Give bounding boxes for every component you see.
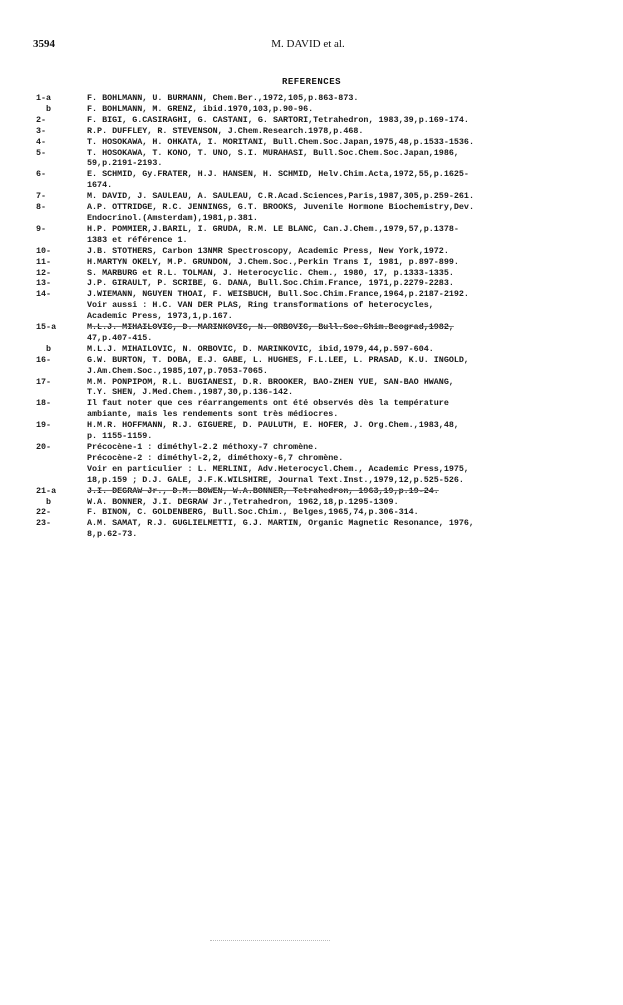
reference-line: J.P. GIRAULT, P. SCRIBE, G. DANA, Bull.Soc.Chim.France, 1971,p.2279-2283. — [87, 278, 454, 289]
reference-entry — [36, 224, 608, 246]
reference-entry — [36, 322, 608, 333]
scan-artifact — [210, 940, 330, 942]
reference-text — [87, 497, 608, 508]
reference-number: 17- — [36, 376, 52, 387]
reference-number: b — [36, 496, 52, 507]
reference-entry — [36, 257, 608, 268]
reference-text — [87, 104, 608, 115]
reference-line: J.B. STOTHERS, Carbon 13NMR Spectroscopy, Academic Press, New York,1972. — [87, 245, 449, 256]
reference-line: M.M. PONPIPOM, R.L. BUGIANESI, D.R. BROOKER, BAO-ZHEN YUE, SAN-BAO HWANG, — [87, 376, 454, 387]
reference-text — [87, 278, 608, 289]
reference-number: 18- — [36, 398, 52, 409]
reference-line: F. BOHLMANN, M. GRENZ, ibid.1970,103,p.90-96. — [87, 103, 314, 114]
reference-line: 59,p.2191-2193. — [87, 158, 163, 169]
page-header — [33, 38, 583, 52]
reference-number: b — [36, 343, 52, 354]
reference-entry — [36, 518, 608, 540]
reference-text — [87, 202, 608, 224]
reference-entry — [36, 115, 608, 126]
reference-number: 20- — [36, 442, 52, 452]
reference-entry — [36, 420, 608, 442]
reference-number: 19- — [36, 420, 52, 431]
reference-text — [87, 420, 608, 442]
reference-number: 14- — [36, 289, 52, 300]
reference-line: H.MARTYN OKELY, M.P. GRUNDON, J.Chem.Soc.,Perkin Trans I, 1981, p.897-899. — [87, 256, 459, 267]
reference-line: M.L.J. MIHAILOVIC, N. ORBOVIC, D. MARINKOVIC, ibid,1979,44,p.597-604. — [87, 343, 434, 354]
reference-number: 2- — [36, 114, 47, 125]
reference-line: G.W. BURTON, T. DOBA, E.J. GABE, L. HUGHES, F.L.LEE, L. PRASAD, K.U. INGOLD, — [87, 354, 469, 365]
reference-number: 22- — [36, 507, 52, 518]
reference-line: 47,p.407-415. — [87, 332, 153, 343]
reference-number: 5- — [36, 147, 47, 158]
reference-line: T. HOSOKAWA, H. OHKATA, I. MORITANI, Bull.Chem.Soc.Japan,1975,48,p.1533-1536. — [87, 136, 474, 147]
reference-line: J.Am.Chem.Soc.,1985,107,p.7053-7065. — [87, 365, 268, 376]
reference-line: F. BINON, C. GOLDENBERG, Bull.Soc.Chim., Belges,1965,74,p.306-314. — [87, 507, 419, 518]
reference-line: J.I. DEGRAW Jr., D.M. BOWEN, W.A.BONNER, Tetrahedron, 1963,19,p.19-24. — [87, 485, 439, 496]
reference-text — [87, 257, 608, 268]
reference-line: ambiante, mais les rendements sont très médiocres. — [87, 409, 339, 420]
reference-entry — [36, 191, 608, 202]
reference-text — [87, 268, 608, 279]
reference-entry — [36, 148, 608, 170]
reference-number: 21-a — [36, 485, 57, 496]
reference-text — [87, 442, 608, 486]
reference-entry — [36, 442, 608, 486]
reference-line: p. 1155-1159. — [87, 431, 153, 442]
reference-number: 11- — [36, 256, 52, 267]
reference-line: Voir en particulier : L. MERLINI, Adv.Heterocycl.Chem., Academic Press,1975, — [87, 463, 469, 474]
reference-line: Endocrinol.(Amsterdam),1981,p.381. — [87, 212, 258, 223]
reference-line: W.A. BONNER, J.I. DEGRAW Jr.,Tetrahedron, 1962,18,p.1295-1309. — [87, 496, 399, 507]
reference-number: 15-a — [36, 322, 57, 333]
reference-number: 9- — [36, 223, 47, 234]
reference-entry — [36, 93, 608, 104]
reference-text — [87, 355, 608, 377]
reference-text — [87, 507, 608, 518]
reference-line: Il faut noter que ces réarrangements ont été observés dès la température — [87, 398, 449, 409]
reference-text — [87, 115, 608, 126]
reference-text — [87, 322, 608, 333]
reference-line: R.P. DUFFLEY, R. STEVENSON, J.Chem.Research.1978,p.468. — [87, 125, 364, 136]
reference-number: 23- — [36, 518, 52, 529]
reference-entry — [36, 398, 608, 420]
reference-line: T. HOSOKAWA, T. KONO, T. UNO, S.I. MURAHASI, Bull.Soc.Chem.Soc.Japan,1986, — [87, 147, 459, 158]
reference-number: 1-a — [36, 93, 52, 103]
reference-number: 12- — [36, 267, 52, 278]
reference-text — [87, 289, 608, 322]
reference-line: J.WIEMANN, NGUYEN THOAI, F. WEISBUCH, Bull.Soc.Chim.France,1964,p.2187-2192. — [87, 289, 469, 300]
reference-entry — [36, 278, 608, 289]
reference-line: Academic Press, 1973,1,p.167. — [87, 311, 233, 322]
reference-text — [87, 93, 608, 104]
reference-line: H.P. POMMIER,J.BARIL, I. GRUDA, R.M. LE BLANC, Can.J.Chem.,1979,57,p.1378- — [87, 223, 459, 234]
reference-entry — [36, 169, 608, 191]
reference-text — [87, 518, 608, 540]
reference-number: b — [36, 103, 52, 114]
reference-entry — [36, 246, 608, 257]
reference-number: 7- — [36, 191, 47, 202]
reference-line: H.M.R. HOFFMANN, R.J. GIGUERE, D. PAULUTH, E. HOFER, J. Org.Chem.,1983,48, — [87, 420, 459, 431]
reference-line: F. BIGI, G.CASIRAGHI, G. CASTANI, G. SARTORI,Tetrahedron, 1983,39,p.169-174. — [87, 114, 469, 125]
reference-number — [36, 333, 87, 344]
reference-text — [87, 333, 608, 344]
reference-text — [87, 191, 608, 202]
reference-entry — [36, 333, 608, 344]
reference-text — [87, 126, 608, 137]
reference-line: A.M. SAMAT, R.J. GUGLIELMETTI, G.J. MARTIN, Organic Magnetic Resonance, 1976, — [87, 518, 474, 529]
reference-text — [87, 224, 608, 246]
reference-entry — [36, 344, 608, 355]
reference-line: A.P. OTTRIDGE, R.C. JENNINGS, G.T. BROOKS, Juvenile Hormone Biochemistry,Dev. — [87, 202, 474, 213]
references-heading: REFERENCES — [281, 77, 341, 87]
reference-entry — [36, 507, 608, 518]
reference-number: 3- — [36, 125, 47, 136]
reference-entry — [36, 486, 608, 497]
reference-text — [87, 148, 608, 170]
reference-line: F. BOHLMANN, U. BURMANN, Chem.Ber.,1972,105,p.863-873. — [87, 93, 359, 103]
reference-line: 1383 et référence 1. — [87, 234, 188, 245]
reference-list — [36, 93, 608, 540]
reference-number: 16- — [36, 354, 52, 365]
reference-text — [87, 246, 608, 257]
reference-entry — [36, 137, 608, 148]
reference-line: E. SCHMID, Gy.FRATER, H.J. HANSEN, H. SCHMID, Helv.Chim.Acta,1972,55,p.1625- — [87, 169, 469, 180]
reference-text — [87, 398, 608, 420]
reference-entry — [36, 289, 608, 322]
reference-entry — [36, 202, 608, 224]
reference-text — [87, 377, 608, 399]
reference-line: Voir aussi : H.C. VAN DER PLAS, Ring transformations of heterocycles, — [87, 300, 434, 311]
running-head: M. DAVID et al. — [271, 38, 345, 50]
reference-entry — [36, 497, 608, 508]
reference-line: 18,p.159 ; D.J. GALE, J.F.K.WILSHIRE, Journal Text.Inst.,1979,12,p.525-526. — [87, 474, 464, 485]
reference-entry — [36, 377, 608, 399]
reference-number: 10- — [36, 245, 52, 256]
reference-line: 1674. — [87, 180, 113, 191]
reference-number: 13- — [36, 278, 52, 289]
reference-entry — [36, 126, 608, 137]
reference-text — [87, 137, 608, 148]
reference-line: M. DAVID, J. SAULEAU, A. SAULEAU, C.R.Acad.Sciences,Paris,1987,305,p.259-261. — [87, 191, 474, 202]
reference-line: S. MARBURG et R.L. TOLMAN, J. Heterocyclic. Chem., 1980, 17, p.1333-1335. — [87, 267, 454, 278]
reference-number: 6- — [36, 169, 47, 180]
reference-number: 4- — [36, 136, 47, 147]
reference-entry — [36, 268, 608, 279]
page-number: 3594 — [33, 38, 55, 50]
reference-text — [87, 486, 608, 497]
reference-number: 8- — [36, 202, 47, 213]
reference-entry — [36, 355, 608, 377]
reference-line: Précocène-2 : diméthyl-2,2, diméthoxy-6,7 chromène. — [87, 452, 344, 463]
reference-text — [87, 344, 608, 355]
reference-line: 8,p.62-73. — [87, 529, 138, 540]
reference-entry — [36, 104, 608, 115]
reference-line: M.L.J. MIHAILOVIC, D. MARINKOVIC, N. ORBOVIC, Bull.Soc.Chim.Beograd,1982, — [87, 322, 454, 333]
reference-line: T.Y. SHEN, J.Med.Chem.,1987,30,p.136-142. — [87, 387, 294, 398]
reference-line: Précocène-1 : diméthyl-2.2 méthoxy-7 chromène. — [87, 442, 319, 452]
reference-text — [87, 169, 608, 191]
